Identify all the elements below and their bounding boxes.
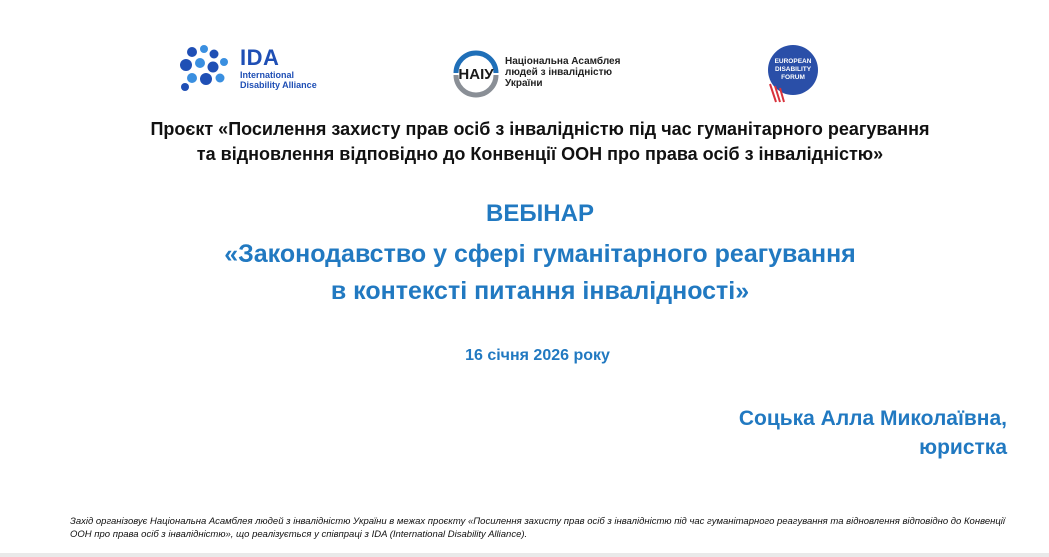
edf-line2: DISABILITY (774, 66, 812, 73)
ida-logo (178, 43, 328, 93)
ida-subtitle (240, 70, 330, 90)
naiu-text-line3: України (505, 78, 543, 89)
project-title-line2: та відновлення відповідно до Конвенції ООН про права осіб з інвалідністю» (196, 144, 884, 164)
project-title (0, 117, 1049, 167)
ida-dots-icon (178, 43, 236, 93)
webinar-title (0, 236, 1049, 310)
bottom-divider (0, 553, 1049, 557)
edf-circle-icon (766, 44, 820, 104)
naiu-abbr: НАІУ (458, 66, 494, 83)
webinar-label: ВЕБІНАР (486, 200, 594, 227)
naiu-text-line1: Національна Асамблея (505, 56, 621, 67)
project-title-line1: Проєкт «Посилення захисту прав осіб з інвалідністю під час гуманітарного реагування (150, 119, 930, 139)
edf-line3: FORUM (781, 74, 805, 81)
naiu-emblem-icon (450, 47, 502, 99)
naiu-text (505, 56, 635, 89)
speaker-role: юристка (919, 436, 1007, 459)
naiu-text-line2: людей з інвалідністю (505, 67, 613, 78)
edf-line1: EUROPEAN (774, 58, 812, 65)
ida-subtitle-line2: Disability Alliance (240, 80, 317, 90)
naiu-logo (450, 47, 640, 99)
webinar-title-line1: «Законодавство у сфері гуманітарного реагування (224, 240, 856, 268)
footnote: Захід організовує Національна Асамблея людей з інвалідністю України в межах проєкту «Посилення захисту прав осіб з інвалідністю під час гуманітарного реагування та відновлення відповідно до Конвенції ООН про права осіб з інвалідністю», що реалізується у співпраці з IDA (International Disability Alliance). (70, 516, 1005, 540)
ida-name: IDA (240, 45, 280, 70)
edf-logo (766, 44, 820, 104)
speaker (739, 404, 1007, 462)
speaker-name: Соцька Алла Миколаївна, (738, 407, 1007, 430)
webinar-date: 16 січня 2026 року (465, 347, 610, 364)
webinar-title-line2: в контексті питання інвалідності» (330, 277, 750, 305)
ida-subtitle-line1: International (240, 70, 295, 80)
